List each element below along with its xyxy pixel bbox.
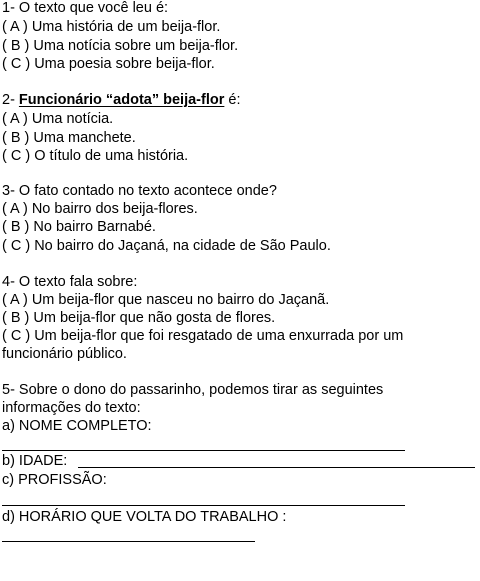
q5-field-profession-label: c) PROFISSÃO: <box>2 472 107 488</box>
q4-option-a: ( A ) Um beija-flor que nasceu no bairro do Jaçanã. <box>2 292 330 308</box>
q5-field-age-label: b) IDADE: <box>2 453 68 469</box>
q3-question: 3- O fato contado no texto acontece onde? <box>2 183 277 199</box>
q5-field-schedule-answer-line[interactable] <box>2 541 255 542</box>
q2-option-a: ( A ) Uma notícia. <box>2 111 114 127</box>
q1-question: 1- O texto que você leu é: <box>2 0 169 16</box>
q1-option-b: ( B ) Uma notícia sobre um beija-flor. <box>2 38 239 54</box>
q2-suffix: é: <box>224 92 241 108</box>
q1-option-a: ( A ) Uma história de um beija-flor. <box>2 19 221 35</box>
q5-field-age-answer-line[interactable] <box>78 467 475 468</box>
q5-field-name-label: a) NOME COMPLETO: <box>2 418 152 434</box>
q3-option-c: ( C ) No bairro do Jaçaná, na cidade de São Paulo. <box>2 238 331 254</box>
q3-option-a: ( A ) No bairro dos beija-flores. <box>2 201 198 217</box>
q2-option-c: ( C ) O título de uma história. <box>2 148 189 164</box>
q4-option-b: ( B ) Um beija-flor que não gosta de flores. <box>2 310 276 326</box>
q3-option-b: ( B ) No bairro Barnabé. <box>2 219 156 235</box>
q1-option-c: ( C ) Uma poesia sobre beija-flor. <box>2 56 215 72</box>
q4-question: 4- O texto fala sobre: <box>2 274 138 290</box>
q5-field-name-answer-line[interactable] <box>2 450 405 451</box>
q2-headline: Funcionário “adota” beija-flor <box>18 92 225 108</box>
q5-question: 5- Sobre o dono do passarinho, podemos tirar as seguintes <box>2 382 384 398</box>
q2-question <box>2 92 240 109</box>
q4-option-c-continued: funcionário público. <box>2 346 127 362</box>
q5-question-continued: informações do texto: <box>2 400 141 416</box>
q2-number: 2- <box>2 92 19 108</box>
q2-option-b: ( B ) Uma manchete. <box>2 130 136 146</box>
q5-field-schedule-label: d) HORÁRIO QUE VOLTA DO TRABALHO : <box>2 509 287 525</box>
q5-field-profession-answer-line[interactable] <box>2 505 405 506</box>
q4-option-c: ( C ) Um beija-flor que foi resgatado de uma enxurrada por um <box>2 328 404 344</box>
